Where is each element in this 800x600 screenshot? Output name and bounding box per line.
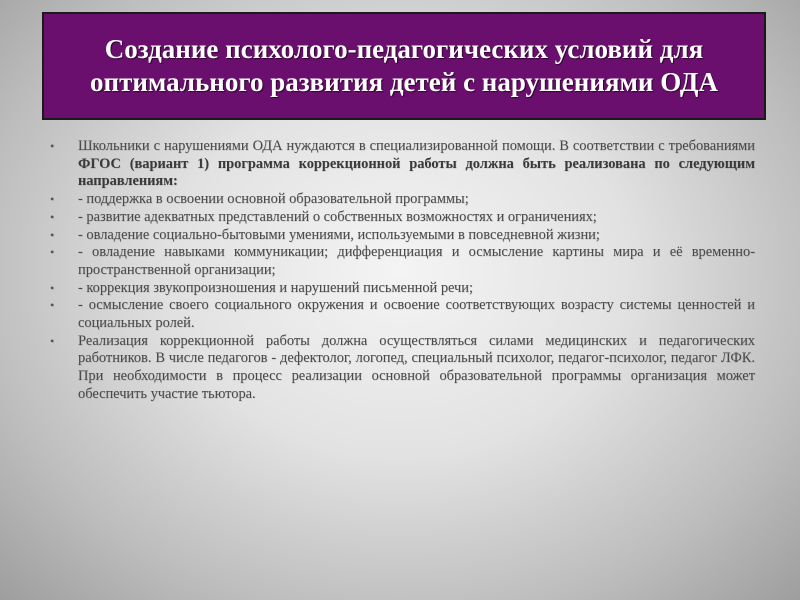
slide-title-box [42,12,766,120]
list-item [50,333,755,404]
item-text: - осмысление своего социального окружения и освоение соответствующих возрасту системы ценностей и социальных ролей. [78,297,755,332]
list-item [50,280,755,298]
bullet-icon: • [50,227,55,242]
bullet-icon: • [50,209,55,224]
item-text: - поддержка в освоении основной образовательной программы; [78,191,469,208]
item-text: Школьники с нарушениями ОДА нуждаются в специализированной помощи. В соответствии с требованиями [78,138,755,154]
list-item [50,227,755,245]
slide-title: Создание психолого-педагогических условий для оптимального развития детей с нарушениями ОДА [90,34,718,97]
item-text: - овладение социально-бытовыми умениями, используемыми в повседневной жизни; [78,226,600,243]
item-text: - развитие адекватных представлений о собственных возможностях и ограничениях; [78,208,597,225]
list-item [50,244,755,279]
item-text: - овладение навыками коммуникации; дифференциация и осмысление картины мира и её временно-пространственной организации; [78,244,755,278]
bullet-list [50,138,755,404]
list-item [50,297,755,332]
bullet-icon: • [50,333,55,348]
bullet-icon: • [50,139,55,153]
item-text: Реализация коррекционной работы должна осуществляться силами медицинских и педагогических работников. В числе педагогов - дефектолог, логопед, специальный психолог, педагог-психолог, педагог ЛФК. При необходимости в процесс реализации основной образовательной программы организация может обеспечить участие тьютора. [78,332,755,402]
bullet-icon: • [50,298,55,313]
bullet-icon: • [50,280,55,295]
bullet-icon: • [50,245,55,260]
list-item [50,191,755,209]
list-item [50,138,755,191]
list-item [50,209,755,227]
item-text: - коррекция звукопроизношения и нарушений письменной речи; [78,279,473,296]
bullet-icon: • [50,192,55,207]
item-bold-text: ФГОС (вариант 1) программа коррекционной работы должна быть реализована по следующим направлениям: [78,155,755,190]
